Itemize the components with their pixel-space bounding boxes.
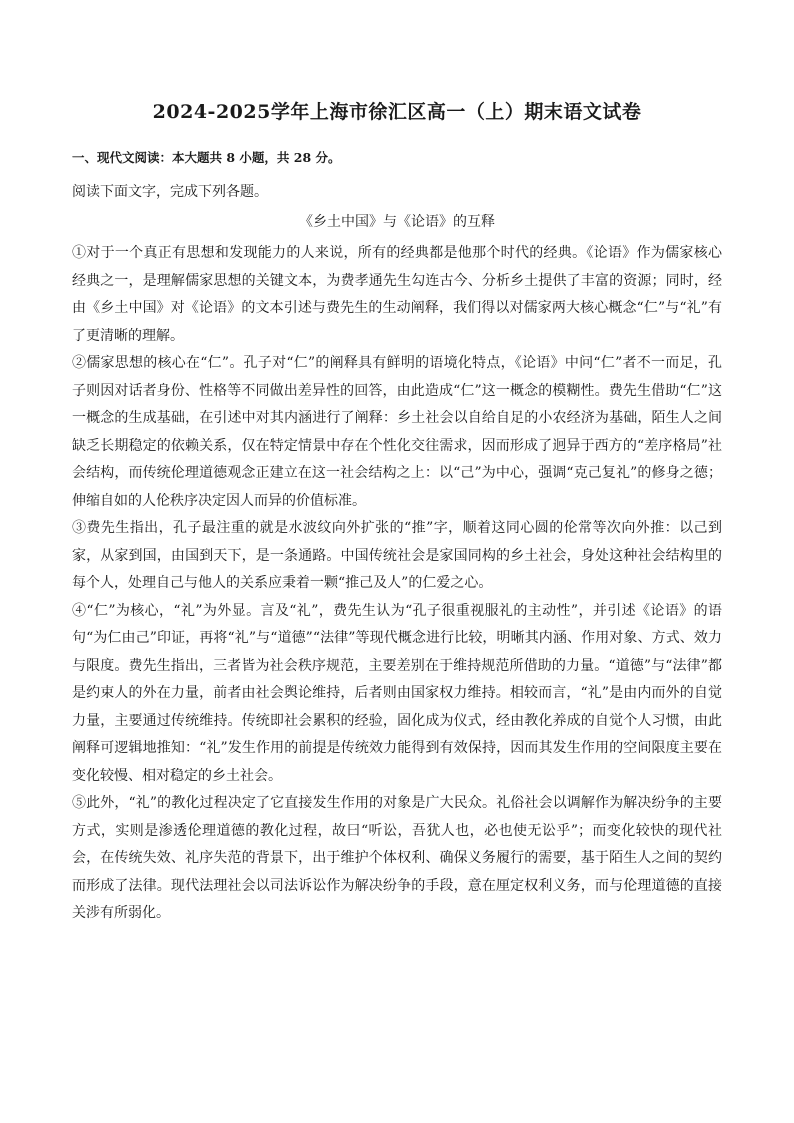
document-page xyxy=(72,100,722,928)
paragraph-2: ②儒家思想的核心在“仁”。孔子对“仁”的阐释具有鲜明的语境化特点，《论语》中问“仁”者不一而足，孔子则因对话者身份、性格等不同做出差异性的回答，由此造成“仁”这一概念的模糊性。费先生借助“仁”这一概念的生成基础，在引述中对其内涵进行了阐释：乡土社会以自给自足的小农经济为基础，陌生人之间缺乏长期稳定的依赖关系，仅在特定情景中存在个性化交往需求，因而形成了迥异于西方的“差序格局”社会结构，而传统伦理道德观念正建立在这一社会结构之上：以“己”为中心，强调“克己复礼”的修身之德；伸缩自如的人伦秩序决定因人而异的价值标准。 xyxy=(72,355,722,509)
paragraph-4: ④“仁”为核心，“礼”为外显。言及“礼”，费先生认为“孔子很重视服礼的主动性”，并引述《论语》的语句“为仁由己”印证，再将“礼”与“道德”“法律”等现代概念进行比较，明晰其内涵、作用对象、方式、效力与限度。费先生指出，三者皆为社会秩序规范，主要差别在于维持规范所借助的力量。“道德”与“法律”都是约束人的外在力量，前者由社会舆论维持，后者则由国家权力维持。相较而言，“礼”是由内而外的自觉力量，主要通过传统维持。传统即社会累积的经验，固化成为仪式，经由教化养成的自觉个人习惯，由此阐释可逻辑地推知：“礼”发生作用的前提是传统效力能得到有效保持，因而其发生作用的空间限度主要在变化较慢、相对稳定的乡土社会。 xyxy=(72,602,722,784)
passage-title: 《乡土中国》与《论语》的互释 xyxy=(299,214,495,230)
paragraph-3: ③费先生指出，孔子最注重的就是水波纹向外扩张的“推”字，顺着这同心圆的伦常等次向外推：以己到家，从家到国，由国到天下，是一条通路。中国传统社会是家国同构的乡土社会，身处这种社会结构里的每个人，处理自己与他人的关系应秉着一颗“推己及人”的仁爱之心。 xyxy=(72,520,722,591)
passage-body xyxy=(72,240,722,928)
paragraph-5: ⑤此外，“礼”的教化过程决定了它直接发生作用的对象是广大民众。礼俗社会以调解作为解决纷争的主要方式，实则是渗透伦理道德的教化过程，故曰“听讼，吾犹人也，必也使无讼乎”；而变化较快的现代社会，在传统失效、礼序失范的背景下，出于维护个体权利、确保义务履行的需要，基于陌生人之间的契约而形成了法律。现代法理社会以司法诉讼作为解决纷争的手段，意在厘定权利义务，而与伦理道德的直接关涉有所弱化。 xyxy=(72,795,722,921)
section-heading: 一、现代文阅读：本大题共 8 小题，共 28 分。 xyxy=(72,150,341,165)
reading-instruction: 阅读下面文字，完成下列各题。 xyxy=(72,184,268,200)
paragraph-1: ①对于一个真正有思想和发现能力的人来说，所有的经典都是他那个时代的经典。《论语》作为儒家核心经典之一，是理解儒家思想的关键文本，为费孝通先生勾连古今、分析乡土提供了丰富的资源；同时，经由《乡土中国》对《论语》的文本引述与费先生的生动阐释，我们得以对儒家两大核心概念“仁”与“礼”有了更清晰的理解。 xyxy=(72,245,722,344)
exam-title: 2024-2025学年上海市徐汇区高一（上）期末语文试卷 xyxy=(152,101,642,123)
